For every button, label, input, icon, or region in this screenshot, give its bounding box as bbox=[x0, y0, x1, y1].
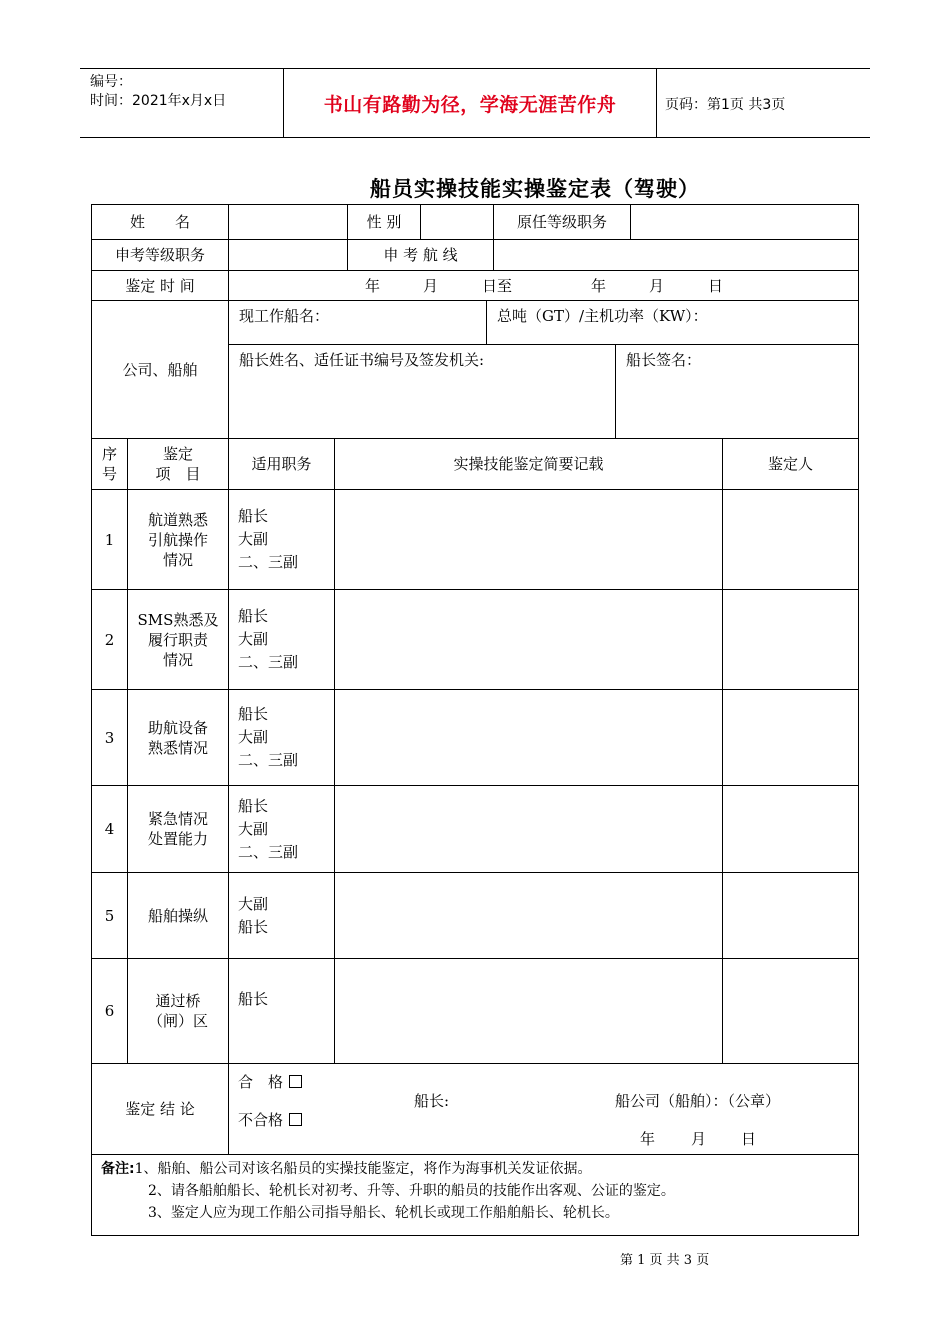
sex-label-cell bbox=[347, 204, 421, 240]
row6-rank1: 船长 bbox=[238, 990, 269, 1008]
fail-label: 不合格 bbox=[238, 1111, 284, 1129]
rank-header bbox=[228, 438, 335, 490]
conclusion-company-label: 船公司（船舶）：（公章） bbox=[615, 1092, 781, 1110]
item-header bbox=[127, 438, 229, 490]
apply-route-label: 申 考 航 线 bbox=[383, 246, 458, 264]
row2-no bbox=[91, 589, 128, 690]
row3-item bbox=[127, 689, 229, 786]
notes-label: 备注: bbox=[101, 1161, 135, 1177]
row1-ranks bbox=[228, 489, 335, 590]
row5-no-label: 5 bbox=[104, 906, 115, 925]
header-motto: 书山有路勤为径，学海无涯苦作舟 bbox=[283, 69, 657, 137]
row3-no bbox=[91, 689, 128, 786]
row5-item-line1: 船舶操纵 bbox=[147, 906, 208, 925]
row2-rank3: 二、三副 bbox=[238, 653, 299, 671]
row4-rank2: 大副 bbox=[238, 819, 269, 838]
row6-ranks bbox=[228, 958, 335, 1064]
date-month-label: 月 bbox=[423, 277, 439, 295]
sex-label: 性 别 bbox=[366, 213, 402, 231]
orig-rank-value-cell[interactable] bbox=[630, 204, 859, 240]
note-1: 1、船舶、船公司对该名船员的实操技能鉴定，将作为海事机关发证依据。 bbox=[134, 1161, 592, 1177]
item-header-line1: 鉴定 bbox=[162, 445, 193, 463]
captain-info-cell[interactable] bbox=[228, 344, 616, 439]
row5-rank2: 船长 bbox=[238, 917, 269, 936]
rank-header-label: 适用职务 bbox=[251, 455, 312, 473]
apply-rank-label: 申考等级职务 bbox=[114, 246, 205, 264]
doc-time-label: 时间：2021年x月x日 bbox=[90, 93, 227, 109]
conclusion-month-label: 月 bbox=[691, 1130, 707, 1148]
row5-record[interactable] bbox=[334, 872, 723, 959]
row4-ranks bbox=[228, 785, 335, 873]
name-label: 姓 名 bbox=[129, 213, 190, 231]
row1-assessor[interactable] bbox=[722, 489, 859, 590]
header-page-info: 页码：第1页 共3页 bbox=[665, 97, 786, 113]
tonnage-label: 总吨（GT）/主机功率（KW）： bbox=[497, 307, 708, 325]
pass-option[interactable] bbox=[238, 1071, 302, 1093]
row2-item-line3: 情况 bbox=[162, 650, 193, 669]
time-value-cell[interactable] bbox=[228, 270, 859, 301]
notes-cell bbox=[91, 1154, 859, 1236]
row2-record[interactable] bbox=[334, 589, 723, 690]
note-3: 3、鉴定人应为现工作船公司指导船长、轮机长或现工作船舶船长、轮机长。 bbox=[148, 1205, 619, 1221]
record-header bbox=[334, 438, 723, 490]
date-year2-label: 年 bbox=[591, 277, 607, 295]
row4-item-line1: 紧急情况 bbox=[147, 810, 208, 828]
row5-item bbox=[127, 872, 229, 959]
row4-no bbox=[91, 785, 128, 873]
pass-label: 合 格 bbox=[238, 1073, 284, 1091]
row4-record[interactable] bbox=[334, 785, 723, 873]
row1-item-line2: 引航操作 bbox=[147, 530, 208, 549]
seq-header bbox=[91, 438, 128, 490]
row5-rank1: 大副 bbox=[238, 894, 269, 913]
page-header bbox=[80, 68, 870, 138]
row6-record[interactable] bbox=[334, 958, 723, 1064]
company-label: 公司、船舶 bbox=[122, 360, 198, 379]
row3-rank1: 船长 bbox=[238, 705, 269, 723]
captain-sign-label: 船长签名： bbox=[626, 351, 702, 369]
conclusion-year-label: 年 bbox=[640, 1130, 656, 1148]
row2-item-line1: SMS熟悉及 bbox=[137, 610, 219, 629]
row4-item-line2: 处置能力 bbox=[147, 830, 208, 848]
row3-ranks bbox=[228, 689, 335, 786]
orig-rank-label-cell bbox=[493, 204, 631, 240]
row1-rank2: 大副 bbox=[238, 530, 269, 548]
row4-item bbox=[127, 785, 229, 873]
row6-no bbox=[91, 958, 128, 1064]
row6-item-line2: （闸）区 bbox=[147, 1012, 208, 1030]
row6-no-label: 6 bbox=[104, 1002, 115, 1020]
name-label-cell bbox=[91, 204, 229, 240]
time-label-cell bbox=[91, 270, 229, 301]
row3-item-line2: 熟悉情况 bbox=[147, 738, 208, 757]
row5-ranks bbox=[228, 872, 335, 959]
pass-checkbox[interactable] bbox=[289, 1075, 302, 1088]
row1-item bbox=[127, 489, 229, 590]
conclusion-day-label: 日 bbox=[741, 1130, 757, 1148]
conclusion-label: 鉴定 结 论 bbox=[125, 1100, 195, 1118]
seq-header-line1: 序 bbox=[101, 445, 117, 463]
row1-rank1: 船长 bbox=[238, 507, 269, 525]
conclusion-captain-label: 船长: bbox=[414, 1092, 450, 1110]
assessor-header bbox=[722, 438, 859, 490]
row5-no bbox=[91, 872, 128, 959]
apply-route-label-cell bbox=[347, 239, 494, 271]
row6-item-line1: 通过桥 bbox=[155, 992, 201, 1010]
row2-item-line2: 履行职责 bbox=[147, 630, 208, 649]
assessor-header-label: 鉴定人 bbox=[767, 455, 813, 473]
row4-assessor[interactable] bbox=[722, 785, 859, 873]
row4-rank1: 船长 bbox=[238, 796, 269, 815]
row3-item-line1: 助航设备 bbox=[147, 718, 208, 737]
row2-ranks bbox=[228, 589, 335, 690]
record-header-label: 实操技能鉴定简要记载 bbox=[453, 455, 604, 473]
sex-value-cell[interactable] bbox=[420, 204, 494, 240]
captain-info-label: 船长姓名、适任证书编号及签发机关: bbox=[239, 351, 485, 369]
fail-option[interactable] bbox=[238, 1109, 302, 1131]
row2-no-label: 2 bbox=[104, 630, 115, 649]
item-header-line2: 项 目 bbox=[155, 465, 201, 483]
date-year-label: 年 bbox=[365, 277, 381, 295]
row1-record[interactable] bbox=[334, 489, 723, 590]
header-meta bbox=[90, 73, 226, 111]
row1-rank3: 二、三副 bbox=[238, 553, 299, 571]
row2-item bbox=[127, 589, 229, 690]
row3-no-label: 3 bbox=[104, 728, 115, 747]
company-label-cell bbox=[91, 300, 229, 439]
ship-name-label: 现工作船名： bbox=[239, 307, 330, 325]
row3-rank3: 二、三副 bbox=[238, 751, 299, 769]
row6-assessor[interactable] bbox=[722, 958, 859, 1064]
row3-assessor[interactable] bbox=[722, 689, 859, 786]
row5-assessor[interactable] bbox=[722, 872, 859, 959]
row4-no-label: 4 bbox=[104, 820, 115, 838]
date-day-to-label: 日至 bbox=[482, 277, 513, 295]
apply-rank-label-cell bbox=[91, 239, 229, 271]
page-footer: 第 1 页 共 3 页 bbox=[620, 1253, 710, 1268]
conclusion-value-cell bbox=[228, 1063, 859, 1155]
name-value-cell[interactable] bbox=[228, 204, 348, 240]
date-month2-label: 月 bbox=[649, 277, 665, 295]
note-2: 2、请各船舶船长、轮机长对初考、升等、升职的船员的技能作出客观、公证的鉴定。 bbox=[148, 1183, 675, 1199]
time-label: 鉴定 时 间 bbox=[125, 276, 195, 295]
row3-rank2: 大副 bbox=[238, 728, 269, 746]
row2-rank1: 船长 bbox=[238, 607, 269, 625]
fail-checkbox[interactable] bbox=[289, 1113, 302, 1126]
row1-no-label: 1 bbox=[104, 530, 115, 549]
row1-item-line3: 情况 bbox=[162, 550, 193, 569]
row1-no bbox=[91, 489, 128, 590]
doc-number-label: 编号： bbox=[90, 74, 132, 90]
ship-name-cell[interactable] bbox=[228, 300, 487, 345]
orig-rank-label: 原任等级职务 bbox=[516, 213, 607, 231]
captain-sign-cell[interactable] bbox=[615, 344, 859, 439]
apply-rank-value-cell[interactable] bbox=[228, 239, 348, 271]
conclusion-label-cell bbox=[91, 1063, 229, 1155]
date-day2-label: 日 bbox=[708, 277, 724, 295]
apply-route-value-cell[interactable] bbox=[493, 239, 859, 271]
row1-item-line1: 航道熟悉 bbox=[147, 510, 208, 529]
note-line-1 bbox=[101, 1158, 849, 1180]
page-title: 船员实操技能实操鉴定表（驾驶） bbox=[370, 177, 700, 201]
row4-rank3: 二、三副 bbox=[238, 842, 299, 861]
row3-record[interactable] bbox=[334, 689, 723, 786]
row2-rank2: 大副 bbox=[238, 630, 269, 648]
row6-item bbox=[127, 958, 229, 1064]
row2-assessor[interactable] bbox=[722, 589, 859, 690]
seq-header-line2: 号 bbox=[101, 465, 117, 483]
tonnage-cell[interactable] bbox=[486, 300, 859, 345]
